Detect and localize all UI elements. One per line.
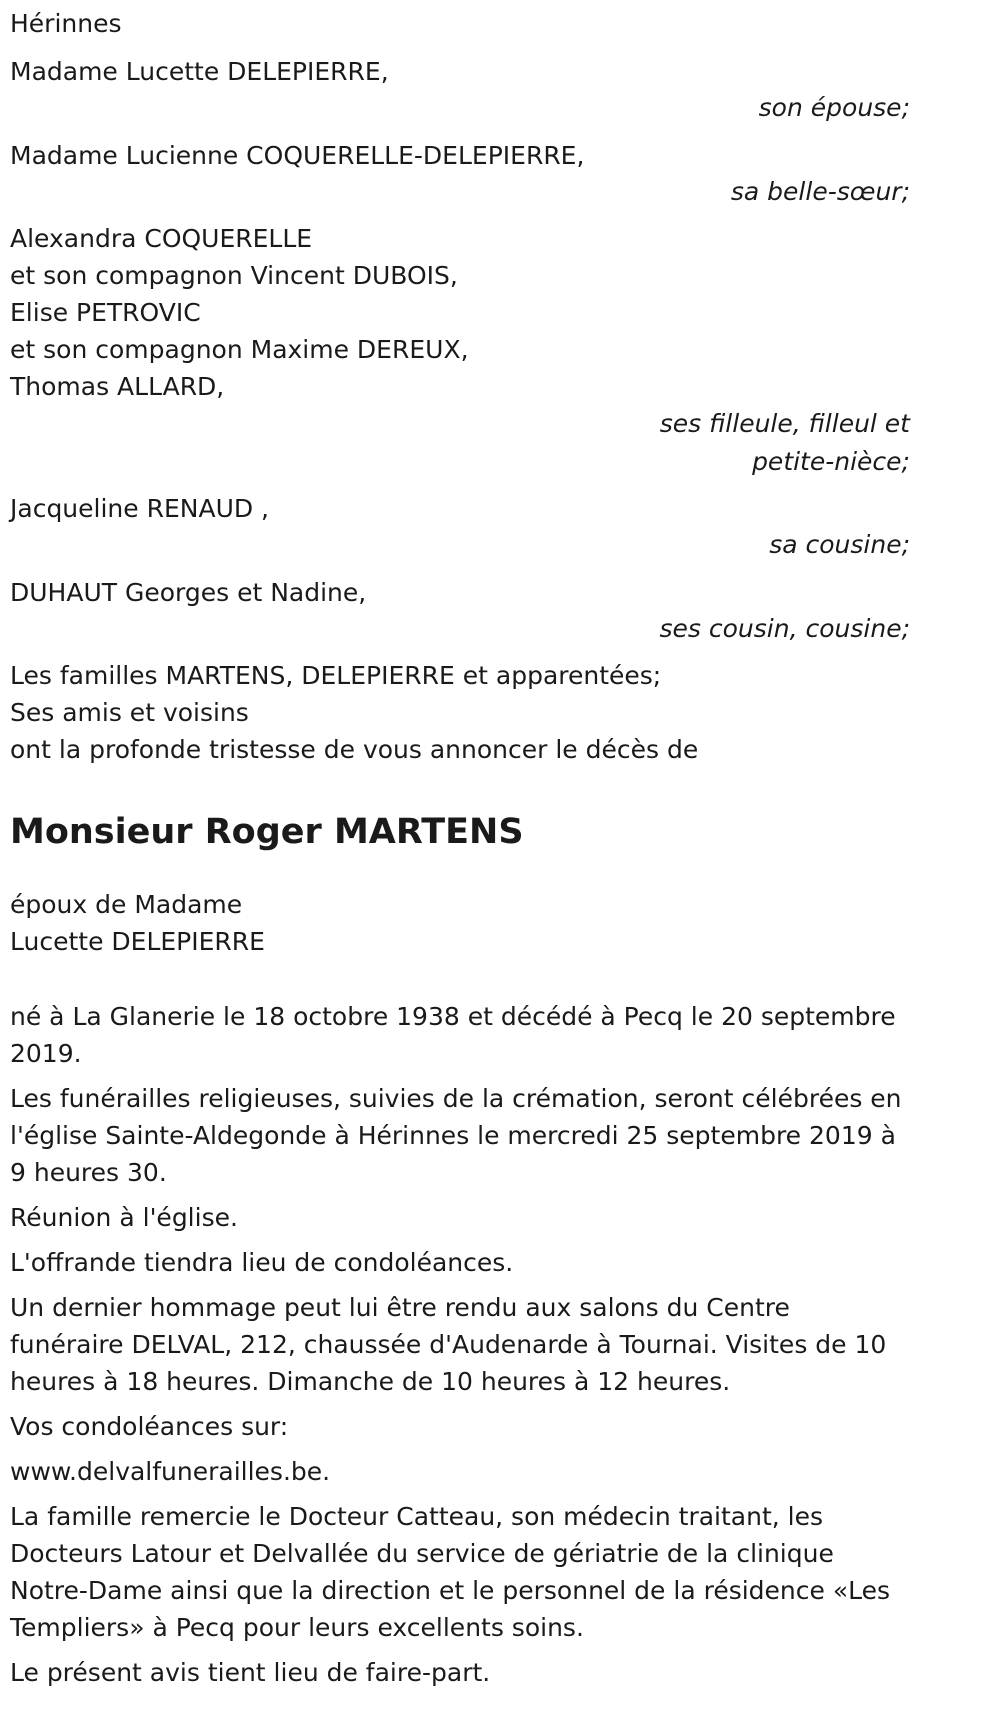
closing-line: ont la profonde tristesse de vous annoncer le décès de: [10, 735, 699, 764]
family-group: [10, 136, 990, 212]
birth-death-paragraph: né à La Glanerie le 18 octobre 1938 et décédé à Pecq le 20 septembre 2019.: [10, 1002, 896, 1068]
spouse-line: Lucette DELEPIERRE: [10, 927, 265, 956]
spouse-info: [10, 886, 990, 960]
notice-paragraph: Le présent avis tient lieu de faire-part.: [10, 1658, 491, 1687]
family-name-line: Alexandra COQUERELLE: [10, 224, 313, 253]
family-relation: son épouse;: [758, 93, 910, 122]
family-name-line: DUHAUT Georges et Nadine,: [10, 578, 367, 607]
family-group: [10, 489, 990, 565]
spouse-line: époux de Madame: [10, 890, 243, 919]
family-name-line: Thomas ALLARD,: [10, 372, 225, 401]
details: [10, 998, 990, 1691]
family-name-line: Jacqueline RENAUD ,: [10, 494, 270, 523]
family-relation: ses cousin, cousine;: [659, 614, 910, 643]
thanks-paragraph: La famille remercie le Docteur Catteau, son médecin traitant, les Docteurs Latour et Delvallée du service de gériatrie de la clinique Notre-Dame ainsi que la direction et le personnel de la résidence «Les Templiers» à Pecq pour leurs excellents soins.: [10, 1502, 891, 1642]
place-name: Hérinnes: [10, 9, 122, 38]
closing-line: Les familles MARTENS, DELEPIERRE et apparentées;: [10, 661, 662, 690]
homage-paragraph: Un dernier hommage peut lui être rendu aux salons du Centre funéraire DELVAL, 212, chaussée d'Audenarde à Tournai. Visites de 10 heures à 18 heures. Dimanche de 10 heures à 12 heures.: [10, 1293, 887, 1396]
closing-family: [10, 657, 990, 768]
family-relation: sa cousine;: [769, 530, 910, 559]
funeral-paragraph: Les funérailles religieuses, suivies de la crémation, seront célébrées en l'église Sainte-Aldegonde à Hérinnes le mercredi 25 septembre 2019 à 9 heures 30.: [10, 1084, 902, 1187]
family-relation: ses filleule, filleul et: [659, 409, 910, 438]
family-name-line: Elise PETROVIC: [10, 298, 201, 327]
family-name-line: Madame Lucienne COQUERELLE-DELEPIERRE,: [10, 141, 585, 170]
website-link[interactable]: www.delvalfunerailles.be.: [10, 1457, 331, 1486]
family-group: [10, 52, 990, 128]
meeting-paragraph: Réunion à l'église.: [10, 1203, 238, 1232]
family-relation: petite-nièce;: [752, 447, 910, 476]
offering-paragraph: L'offrande tiendra lieu de condoléances.: [10, 1248, 514, 1277]
family-name-line: et son compagnon Vincent DUBOIS,: [10, 261, 458, 290]
family-relation: sa belle-sœur;: [730, 177, 910, 206]
deceased-name: Monsieur Roger MARTENS: [10, 812, 524, 852]
condolences-paragraph: Vos condoléances sur:: [10, 1412, 289, 1441]
closing-line: Ses amis et voisins: [10, 698, 249, 727]
family-name-line: et son compagnon Maxime DEREUX,: [10, 335, 469, 364]
family-group: [10, 573, 990, 649]
family-group: [10, 220, 990, 481]
family-name-line: Madame Lucette DELEPIERRE,: [10, 57, 389, 86]
